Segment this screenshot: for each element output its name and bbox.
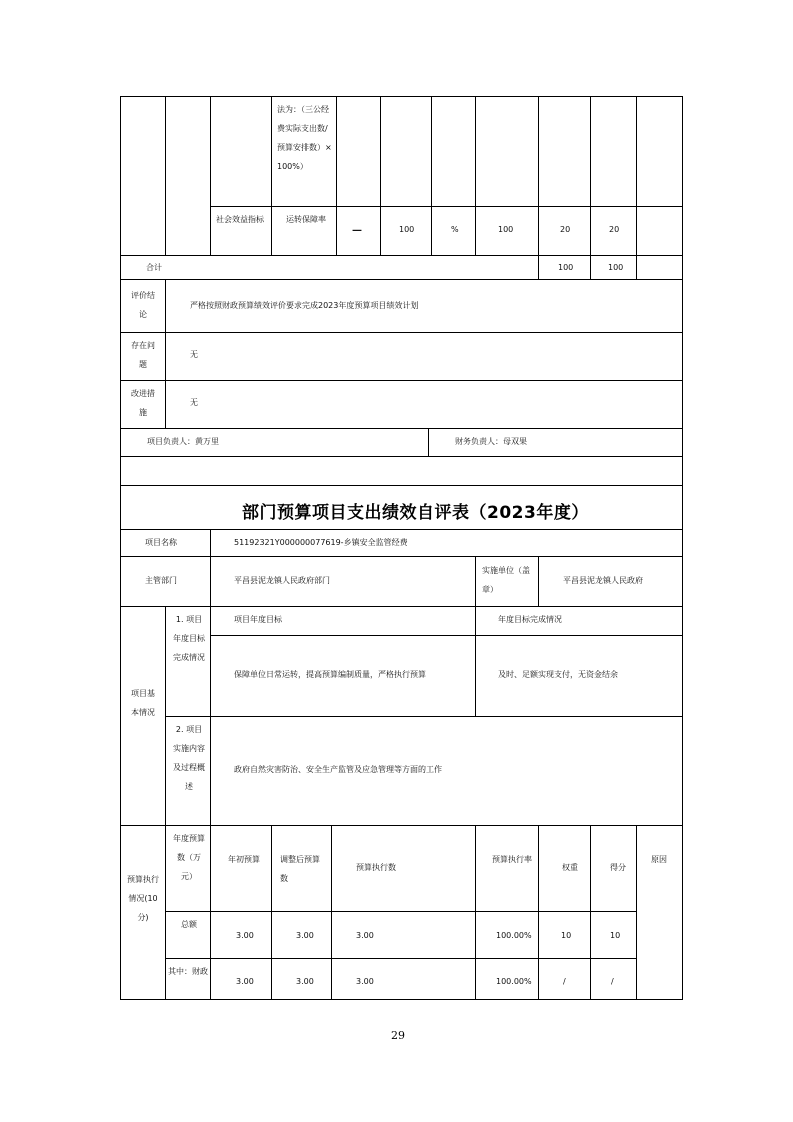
form-title: 部门预算项目支出绩效自评表（2023年度） (242, 503, 589, 523)
page-number: 29 (391, 1029, 405, 1042)
problems-label: 存在问题 (131, 341, 155, 369)
annual-goal-text: 保障单位日常运转，提高预算编制质量，严格执行预算 (234, 670, 426, 679)
conclusion-label: 评价结论 (131, 291, 155, 319)
row-fiscal-executed: 3.00 (356, 977, 374, 986)
indicator-score: 20 (609, 225, 620, 234)
dept-value: 平昌县泥龙镇人民政府部门 (234, 576, 330, 585)
indicator-unit: % (451, 225, 459, 234)
impl-content-text: 政府自然灾害防治、安全生产监管及应急管理等方面的工作 (234, 765, 442, 774)
col-rate: 预算执行率 (492, 855, 532, 864)
improve-label: 改进措施 (131, 389, 155, 417)
goal-label: 1. 项目年度目标完成情况 (173, 615, 205, 662)
row-total-weight: 10 (561, 931, 572, 940)
row-fiscal-adjusted: 3.00 (296, 977, 314, 986)
col-weight: 权重 (562, 863, 578, 872)
budget-amount-label: 年度预算数（万元） (173, 834, 205, 881)
finance-lead: 财务负责人：母双果 (455, 437, 527, 446)
col-score: 得分 (610, 863, 626, 872)
col-reason: 原因 (651, 855, 667, 864)
impl-value: 平昌县泥龙镇人民政府 (563, 576, 643, 585)
indicator-weight: 20 (560, 225, 571, 234)
row-fiscal-label: 其中：财政 (168, 967, 208, 976)
row-total-rate: 100.00% (496, 931, 532, 940)
row-total-initial: 3.00 (236, 931, 254, 940)
total-weight: 100 (558, 263, 574, 272)
conclusion-text: 严格按照财政预算绩效评价要求完成2023年度预算项目绩效计划 (190, 301, 419, 310)
indicator-target: 100 (399, 225, 415, 234)
basic-info-label: 项目基本情况 (131, 689, 155, 717)
total-label: 合计 (146, 263, 162, 272)
project-name-label: 项目名称 (145, 538, 177, 547)
budget-exec-label: 预算执行情况(10分) (127, 875, 159, 922)
problems-text: 无 (190, 350, 198, 359)
row-total-label: 总额 (181, 920, 197, 929)
goal-completion-header: 年度目标完成情况 (498, 615, 562, 624)
dept-label: 主管部门 (145, 576, 177, 585)
row-total-executed: 3.00 (356, 931, 374, 940)
row-fiscal-score: / (611, 977, 614, 986)
row-fiscal-weight: / (563, 977, 566, 986)
col-executed: 预算执行数 (356, 863, 396, 872)
row-total-score: 10 (610, 931, 621, 940)
project-name-value: 51192321Y000000077619-乡镇安全监管经费 (234, 538, 408, 547)
improve-text: 无 (190, 398, 198, 407)
impl-content-label: 2. 项目实施内容及过程概述 (173, 725, 205, 791)
indicator-direction: — (352, 225, 362, 236)
indicator-name: 运转保障率 (286, 215, 326, 224)
indicator-actual: 100 (498, 225, 514, 234)
row-fiscal-rate: 100.00% (496, 977, 532, 986)
col-initial: 年初预算 (228, 855, 260, 864)
total-score: 100 (608, 263, 624, 272)
row-total-adjusted: 3.00 (296, 931, 314, 940)
goal-completion-text: 及时、足额实现支付，无资金结余 (498, 670, 618, 679)
col-adjusted: 调整后预算数 (280, 855, 320, 883)
project-lead: 项目负责人：黄万里 (147, 437, 219, 446)
annual-goal-header: 项目年度目标 (234, 615, 282, 624)
row-fiscal-initial: 3.00 (236, 977, 254, 986)
impl-label: 实施单位（盖章） (482, 566, 530, 594)
indicator-type: 社会效益指标 (216, 215, 264, 224)
formula-text: 法为：（三公经费实际支出数/预算安排数）×100%） (277, 105, 332, 171)
